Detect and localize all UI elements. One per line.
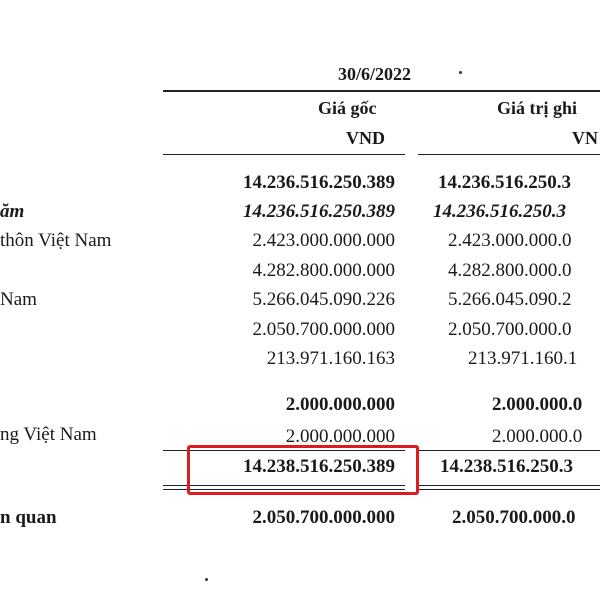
col1-title: Giá gốc	[318, 98, 377, 118]
row-4-label: Nam	[0, 289, 37, 310]
row-5-col2: 2.050.700.000.0	[448, 319, 572, 340]
stray-mark	[459, 71, 462, 74]
red-highlight-box	[187, 445, 419, 495]
row-1-label: ăm	[0, 201, 25, 222]
col2-total-rule-2	[418, 489, 600, 490]
col1-unit: VND	[346, 128, 385, 148]
row-4-col2: 5.266.045.090.2	[448, 289, 572, 310]
row-0-col1: 14.236.516.250.389	[243, 172, 395, 193]
row-8-col1: 2.000.000.000	[285, 426, 395, 447]
row-8-col2: 2.000.000.0	[492, 426, 583, 447]
col2-title: Giá trị ghi	[497, 98, 577, 118]
row-9-col2: 14.238.516.250.3	[440, 456, 573, 477]
row-1-col2: 14.236.516.250.3	[433, 201, 566, 222]
col2-unit: VN	[572, 128, 598, 148]
row-9-col1: 14.238.516.250.389	[243, 456, 395, 477]
col2-total-rule-1	[418, 485, 600, 486]
col2-sum-rule	[418, 450, 600, 451]
row-1-col1: 14.236.516.250.389	[243, 201, 395, 222]
row-6-col1: 213.971.160.163	[266, 348, 395, 369]
row-7-col2: 2.000.000.0	[492, 394, 583, 415]
row-10-col1: 2.050.700.000.000	[252, 507, 395, 528]
row-2-col2: 2.423.000.000.0	[448, 230, 572, 251]
header-rule-top	[163, 90, 600, 92]
stray-mark-2	[205, 578, 208, 581]
row-6-col2: 213.971.160.1	[468, 348, 578, 369]
row-5-col1: 2.050.700.000.000	[252, 319, 395, 340]
row-4-col1: 5.266.045.090.226	[252, 289, 395, 310]
row-0-col2: 14.236.516.250.3	[438, 172, 571, 193]
row-3-col2: 4.282.800.000.0	[448, 260, 572, 281]
row-10-label: n quan	[0, 507, 57, 528]
row-7-col1: 2.000.000.000	[285, 394, 395, 415]
row-2-label: thôn Việt Nam	[0, 230, 112, 251]
col2-header-rule	[418, 154, 600, 155]
col1-header-rule	[163, 154, 405, 155]
period-date: 30/6/2022	[338, 64, 412, 84]
row-8-label: ng Việt Nam	[0, 424, 97, 445]
row-3-col1: 4.282.800.000.000	[252, 260, 395, 281]
row-10-col2: 2.050.700.000.0	[452, 507, 576, 528]
row-2-col1: 2.423.000.000.000	[252, 230, 395, 251]
